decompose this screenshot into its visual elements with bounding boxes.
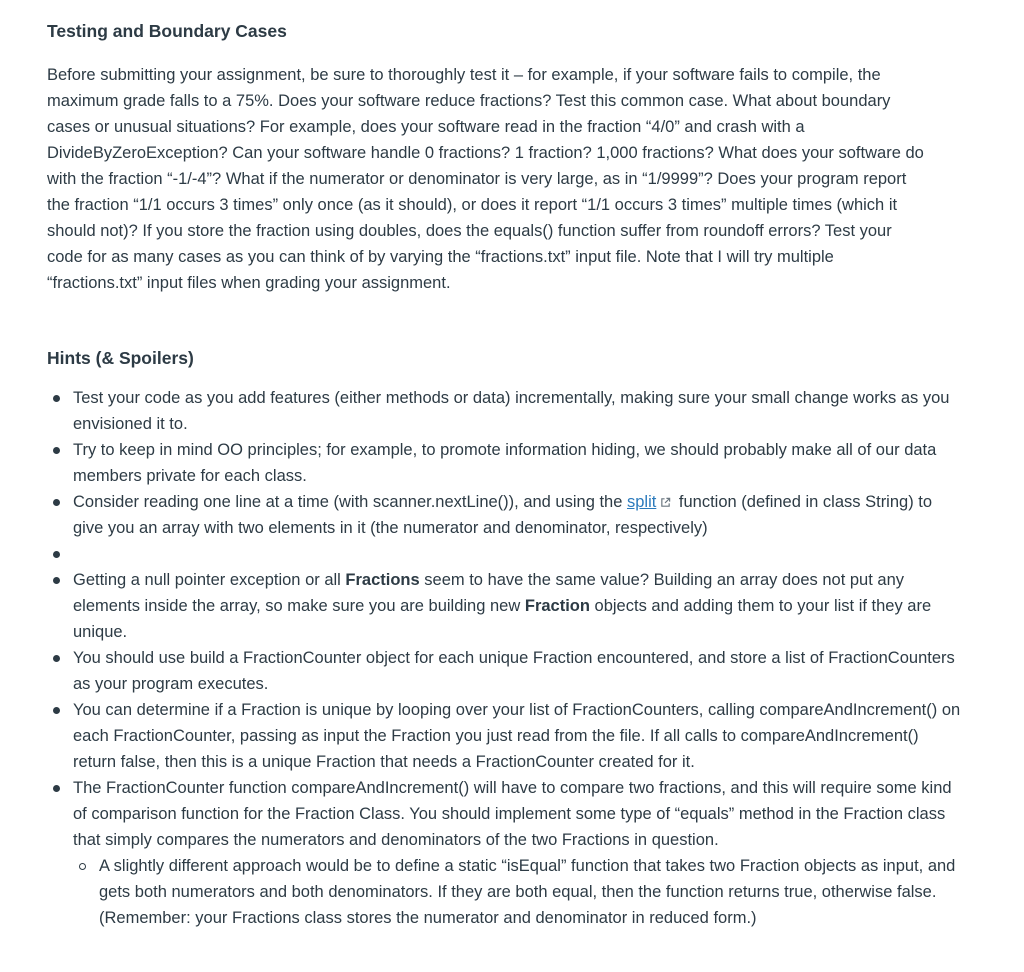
list-item-text: objects and adding them to your list if they are unique. — [73, 597, 932, 641]
list-item: Test your code as you add features (either methods or data) incrementally, making sure your small change works as you envisioned it to. — [73, 385, 963, 437]
sub-list — [73, 853, 963, 931]
bold-term-fraction: Fraction — [524, 597, 590, 615]
list-item-empty — [73, 541, 963, 567]
list-item: You can determine if a Fraction is unique by looping over your list of FractionCounters, calling compareAndIncrement() on each FractionCounter, passing as input the Fraction you just read from the file. If all calls to compareAndIncrement() return false, then this is a unique Fraction that needs a FractionCounter created for it. — [73, 697, 963, 775]
list-item — [73, 489, 963, 541]
bold-term-fractions: Fractions — [345, 571, 420, 589]
split-link[interactable]: split — [626, 493, 657, 511]
list-item: You should use build a FractionCounter object for each unique Fraction encountered, and store a list of FractionCounters as your program executes. — [73, 645, 963, 697]
testing-paragraph: Before submitting your assignment, be sure to thoroughly test it – for example, if your software fails to compile, the maximum grade falls to a 75%. Does your software reduce fractions? Test this common case. What about boundary cases or unusual situations? For example, does your software read in the fraction “4/0” and crash with a DivideByZeroException? Can your software handle 0 fractions? 1 fraction? 1,000 fractions? What does your software do with the fraction “-1/-4”? What if the numerator or denominator is very large, as in “1/9999”? Does your program report the fraction “1/1 occurs 3 times” only once (as it should), or does it report “1/1 occurs 3 times” multiple times (which it should not)? If you store the fraction using doubles, does the equals() function suffer from roundoff errors? Test your code for as many cases as you can think of by varying the “fractions.txt” input file. Note that I will try multiple “fractions.txt” input files when grading your assignment. — [47, 66, 924, 292]
list-item-text: Getting a null pointer exception or all — [73, 571, 346, 589]
list-item — [73, 775, 963, 931]
list-item-text: The FractionCounter function compareAndIncrement() will have to compare two fractions, and this will require some kind of comparison function for the Fraction Class. You should implement some type of “equals” method in the Fraction class that simply compares the numerators and denominators of the two Fractions in question. — [73, 779, 952, 849]
list-item: Try to keep in mind OO principles; for example, to promote information hiding, we should probably make all of our data members private for each class. — [73, 437, 963, 489]
list-item-text: Consider reading one line at a time (with scanner.nextLine()), and using the — [73, 493, 627, 511]
section-heading-testing: Testing and Boundary Cases — [47, 21, 287, 41]
hints-list — [47, 385, 963, 931]
list-item-text: function (defined in class String) to give you an array with two elements in it (the numerator and denominator, respectively) — [73, 493, 933, 537]
sub-list-item: A slightly different approach would be to define a static “isEqual” function that takes two Fraction objects as input, and gets both numerators and both denominators. If they are both equal, then the function returns true, otherwise false. (Remember: your Fractions class stores the numerator and denominator in reduced form.) — [99, 853, 963, 931]
list-item-text: seem to have the same value? Building an array does not put any elements inside the array, so make sure you are building new — [73, 571, 905, 615]
list-item — [73, 567, 963, 645]
section-heading-hints: Hints (& Spoilers) — [47, 348, 194, 368]
external-link-icon — [660, 497, 671, 508]
